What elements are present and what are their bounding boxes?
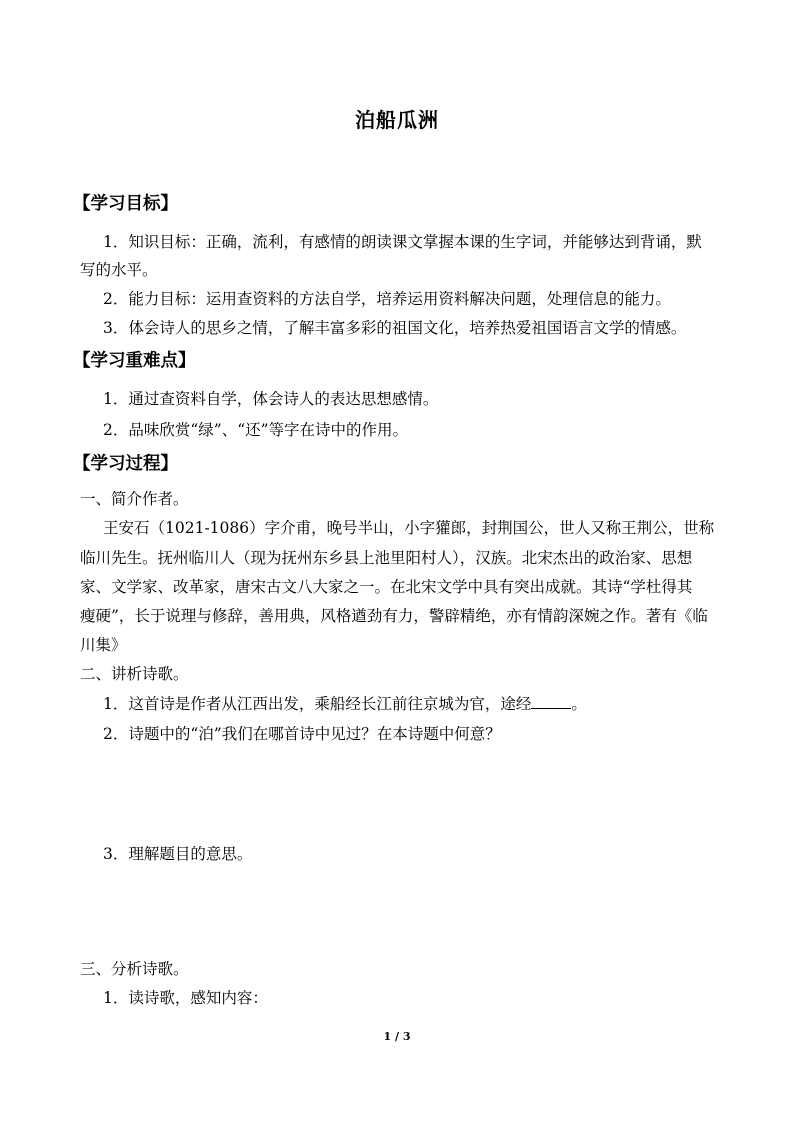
keypoint-line-1: 1．通过查资料自学，体会诗人的表达思想感情。 [103, 390, 439, 408]
part3-question-1: 1．读诗歌，感知内容： [103, 989, 268, 1007]
part3-title: 三、分析诗歌。 [80, 960, 189, 978]
page-number: 1 / 3 [383, 1030, 411, 1043]
part2-question-2: 2．诗题中的“泊”我们在哪首诗中见过？在本诗题中何意？ [103, 725, 501, 743]
author-bio-line-4: 瘦硬”，长于说理与修辞，善用典，风格遒劲有力，警辟精绝，亦有情韵深婉之作。著有《临 [80, 607, 708, 625]
section-heading-process: 【学习过程】 [73, 454, 178, 474]
author-bio-line-2: 临川先生。抚州临川人（现为抚州东乡县上池里阳村人），汉族。北宋杰出的政治家、思想 [80, 549, 693, 567]
section-heading-goals: 【学习目标】 [73, 194, 178, 214]
author-bio-line-3: 家、文学家、改革家，唐宋古文八大家之一。在北宋文学中具有突出成就。其诗“学杜得其 [80, 578, 693, 596]
goal-line-1: 1．知识目标：正确，流利，有感情的朗读课文掌握本课的生字词，并能够达到背诵，默 [103, 233, 702, 251]
section-heading-keypoints: 【学习重难点】 [73, 351, 196, 371]
part1-title: 一、简介作者。 [80, 490, 189, 508]
author-bio-line-1: 王安石（1021-1086）字介甫，晚号半山，小字獾郎，封荆国公，世人又称王荆公，世称 [103, 519, 715, 537]
keypoint-line-2: 2．品味欣赏“绿”、“还”等字在诗中的作用。 [103, 421, 409, 439]
goal-line-1-cont: 写的水平。 [80, 261, 158, 279]
part2-question-1-end: 。 [571, 695, 587, 713]
goal-line-3: 3．体会诗人的思乡之情，了解丰富多彩的祖国文化，培养热爱祖国语言文学的情感。 [103, 319, 687, 337]
part2-question-1 [103, 694, 587, 714]
goal-line-2: 2．能力目标：运用查资料的方法自学，培养运用资料解决问题，处理信息的能力。 [103, 290, 671, 308]
page-title: 泊船瓜洲 [355, 108, 439, 132]
answer-blank[interactable] [531, 694, 571, 709]
part2-question-3: 3．理解题目的意思。 [103, 845, 253, 863]
author-bio-line-5: 川集》 [80, 636, 127, 654]
part2-question-1-text: 1．这首诗是作者从江西出发，乘船经长江前往京城为官，途经 [103, 695, 532, 713]
part2-title: 二、讲析诗歌。 [80, 665, 189, 683]
